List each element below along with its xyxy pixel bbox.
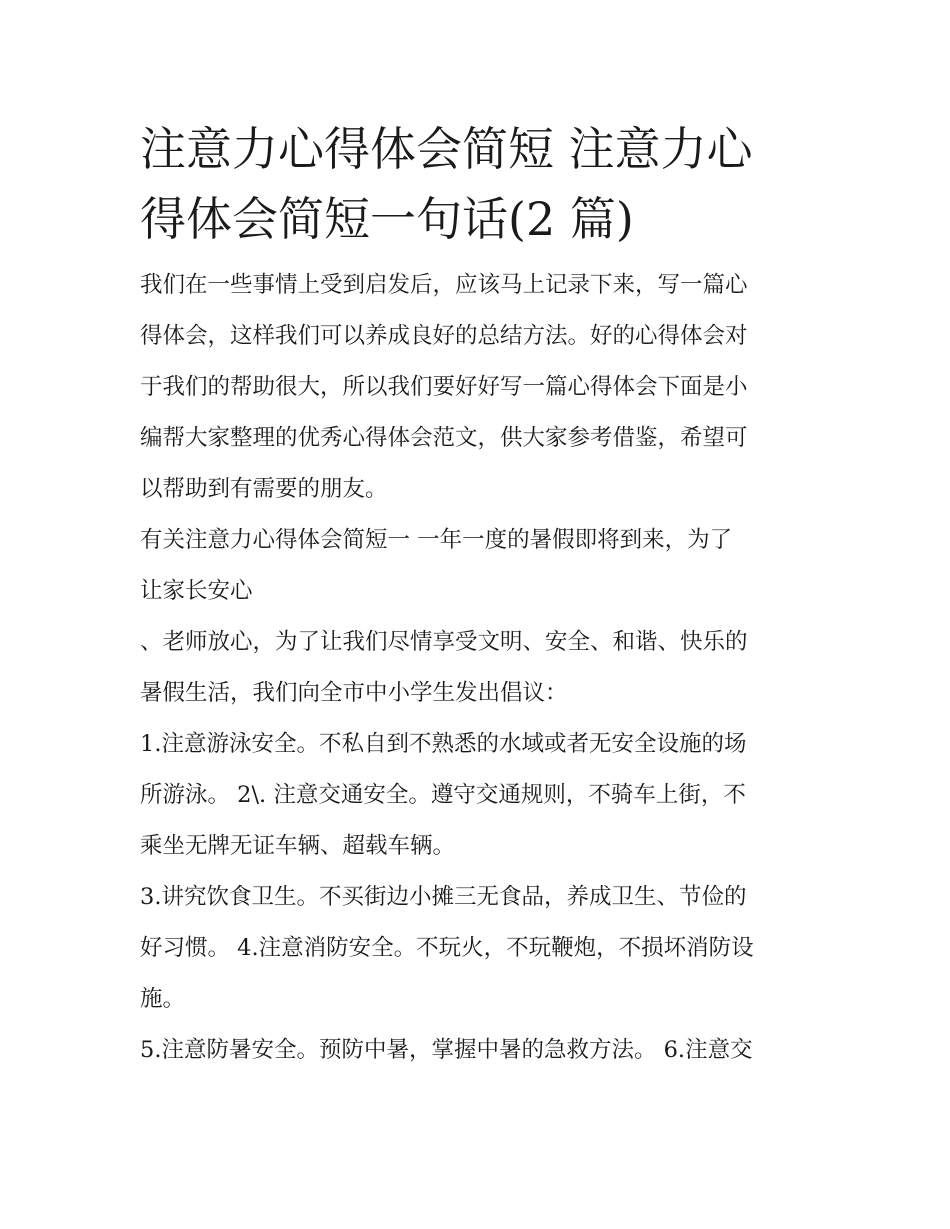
title-line: 注意力心得体会简短 注意力心 [140,122,753,176]
text-line: 有关注意力心得体会简短一 一年一度的暑假即将到来，为了 [140,527,733,553]
title-line: 得体会简短一句话(2 篇) [140,192,634,246]
text-line: 编帮大家整理的优秀心得体会范文，供大家参考借鉴，希望可 [140,425,748,451]
text-line: 乘坐无牌无证车辆、超载车辆。 [140,833,456,859]
document-body [140,114,820,1076]
text-line: 5.注意防暑安全。预防中暑，掌握中暑的急救方法。 6.注意交 [140,1037,753,1063]
text-line: 所游泳。 2\. 注意交通安全。遵守交通规则，不骑车上街，不 [140,782,746,808]
text-line: 施。 [140,986,186,1012]
text-line: 以帮助到有需要的朋友。 [140,476,388,502]
body-text [140,260,820,1076]
text-line: 1.注意游泳安全。不私自到不熟悉的水域或者无安全设施的场 [140,731,747,757]
text-line: 于我们的帮助很大，所以我们要好好写一篇心得体会下面是小 [140,374,748,400]
text-line: 让家长安心 [140,578,253,604]
text-line: 我们在一些事情上受到启发后，应该马上记录下来，写一篇心 [140,272,748,298]
text-line: 得体会，这样我们可以养成良好的总结方法。好的心得体会对 [140,323,748,349]
text-line: 3.讲究饮食卫生。不买街边小摊三无食品，养成卫生、节俭的 [140,884,747,910]
text-line: 、老师放心，为了让我们尽情享受文明、安全、和谐、快乐的 [140,629,748,655]
text-line: 暑假生活，我们向全市中小学生发出倡议： [140,680,568,706]
text-line: 好习惯。 4.注意消防安全。不玩火，不玩鞭炮，不损坏消防设 [140,935,754,961]
document-title [140,114,820,254]
